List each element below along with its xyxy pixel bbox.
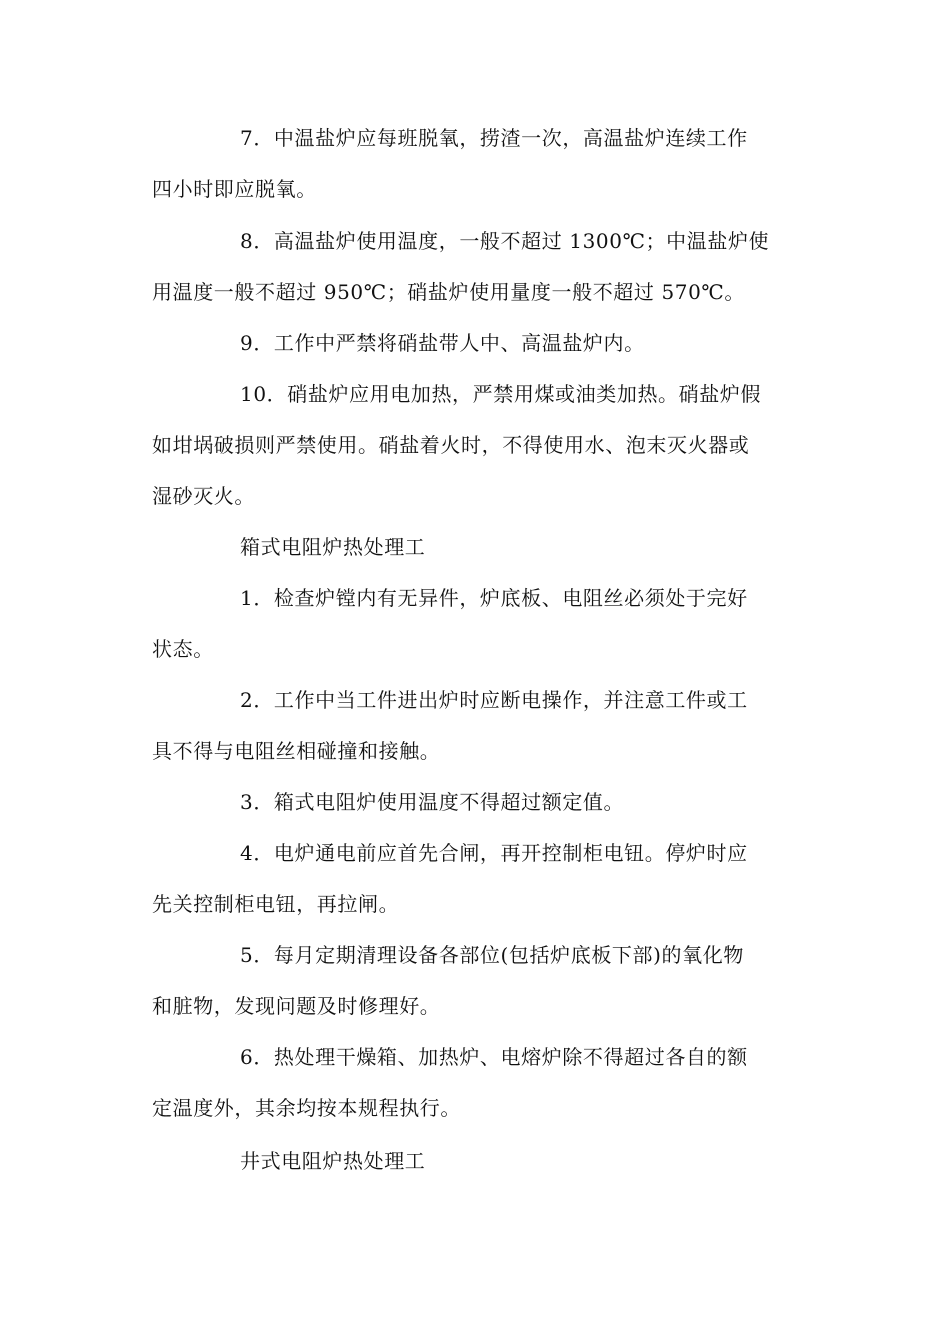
paragraph-line: 用温度一般不超过 950℃；硝盐炉使用量度一般不超过 570℃。	[152, 280, 746, 304]
paragraph-line: 8．高温盐炉使用温度，一般不超过 1300℃；中温盐炉使	[240, 229, 770, 253]
paragraph-line: 具不得与电阻丝相碰撞和接触。	[152, 739, 441, 763]
paragraph-line: 5．每月定期清理设备各部位(包括炉底板下部)的氧化物	[240, 943, 744, 967]
paragraph-line: 状态。	[152, 637, 214, 661]
paragraph-line: 3．箱式电阻炉使用温度不得超过额定值。	[240, 790, 625, 814]
paragraph-line: 如坩埚破损则严禁使用。硝盐着火时，不得使用水、泡末灭火器或	[152, 433, 750, 457]
paragraph-line: 7．中温盐炉应每班脱氧，捞渣一次，高温盐炉连续工作	[240, 126, 748, 150]
paragraph-line: 10．硝盐炉应用电加热，严禁用煤或油类加热。硝盐炉假	[240, 382, 762, 406]
paragraph-line: 4．电炉通电前应首先合闸，再开控制柜电钮。停炉时应	[240, 841, 748, 865]
paragraph-line: 2．工作中当工件进出炉时应断电操作，并注意工件或工	[240, 688, 748, 712]
paragraph-line: 和脏物，发现问题及时修理好。	[152, 994, 441, 1018]
paragraph-line: 先关控制柜电钮，再拉闸。	[152, 892, 400, 916]
paragraph-line: 定温度外，其余均按本规程执行。	[152, 1096, 461, 1120]
paragraph-line: 湿砂灭火。	[152, 484, 255, 508]
section-heading: 箱式电阻炉热处理工	[240, 535, 426, 559]
paragraph-line: 6．热处理干燥箱、加热炉、电熔炉除不得超过各自的额	[240, 1045, 748, 1069]
paragraph-line: 9．工作中严禁将硝盐带人中、高温盐炉内。	[240, 331, 645, 355]
paragraph-line: 1．检查炉镗内有无异件，炉底板、电阻丝必须处于完好	[240, 586, 748, 610]
section-heading: 井式电阻炉热处理工	[240, 1149, 426, 1173]
paragraph-line: 四小时即应脱氧。	[152, 177, 317, 201]
